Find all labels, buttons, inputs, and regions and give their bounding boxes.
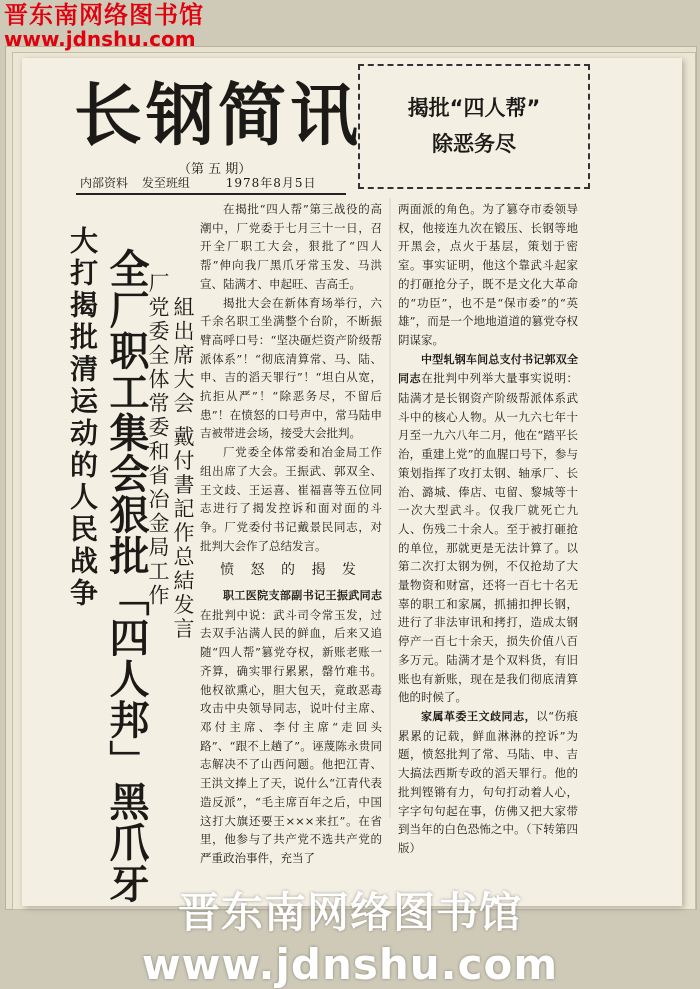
sub-headline-2: 組出席大会 戴付書記作总結发言 <box>171 296 195 642</box>
sub-headline-1: 厂党委全体常委和省冶金局工作 <box>146 272 170 608</box>
paragraph <box>398 707 578 858</box>
section-subhead: 愤 怒 的 揭 发 <box>220 562 362 579</box>
paragraph <box>398 350 578 707</box>
speaker-lead: 中型轧钢车间总支付书记郭双全同志 <box>398 352 578 386</box>
column-fold <box>389 198 391 818</box>
speaker-lead: 家属革委王文歧同志， <box>421 709 537 723</box>
distribution-label: 发至班组 <box>141 176 190 190</box>
continued-note: （下转第四版） <box>398 822 579 855</box>
paragraph-text: 在批判中列举大量事实说明：陆满才是长钢资产阶级帮派体系武斗中的核心人物。从一九六七年十月至一九六八年二月，他在“踏平长治，重建上党”的血腥口号下，参与策划指挥了攻打太钢、轴承厂、长治、潞城、俸店、屯留、黎城等十一次大型武斗。仅我厂就死亡九人、伤残二十余人。至于被打砸抢的单位，那就更是无法计算了。以第二次打太钢为例，不仅抢劫了大量物资和财富，还将一百七十名无辜的职工和家属，抓捕扣押长钢，进行了非法审讯和拷打，造成太钢停产一百七十余天，损失价值八百多万元。陆满才是个双料货，有旧账也有新账，现在是我们彻底清算他的时候了。 <box>398 371 579 705</box>
watermark-url: www.jdnshu.com <box>4 27 196 52</box>
internal-label: 内部资料 <box>80 176 129 190</box>
masthead-title: 长钢简讯 <box>74 77 363 156</box>
article-column-1 <box>200 200 382 868</box>
newspaper-page <box>22 58 682 906</box>
paragraph: 两面派的角色。为了篡夺市委领导权，他接连九次在锻压、长钢等地开黑会，点火于基层，策划于密室。事实证明，他这个靠武斗起家的打砸抢分子，既不是文化大革命的“功臣”，也不是“保市委”的“英雄”，而是一个地地道道的篡党夺权阴谋家。 <box>398 202 578 347</box>
masthead-rule <box>76 193 346 195</box>
issue-date: 1978年8月5日 <box>225 176 317 190</box>
paragraph <box>200 586 382 868</box>
paragraph-text: 以“伤痕累累的记载，鲜血淋淋的控诉”为题，愤怒批判了常、马陆、申、吉大搞法西斯专政的滔天罪行。他的批判铿锵有力，句句打动着人心，字字句句起在事，仿佛又把大家带到当年的白色恐怖之中。 <box>398 708 578 837</box>
slogan-box <box>358 64 590 189</box>
paragraph-text: 在批判中说：武斗司令常玉发，过去双手沾满人民的鲜血，后来又追随“四人帮”篡党夺权，新账老账一齐算，确实罪行累累，罄竹难书。他权欲熏心，胆大包天，竟敢恶毒攻击中央领导同志，说叶付主席、邓付主席、李付主席“走回头路”、“跟不上趟了”。诬蔑陈永贵同志解决不了山西问题。他把江青、王洪文捧上了天，说什么“江青代表造反派”，“毛主席百年之后，中国这打大旗还要王×××来扛”。在省里，他参与了共产党不选共产党的严重政治事件，充当了 <box>200 607 382 865</box>
paragraph: 在揭批“四人帮”第三战役的高潮中，厂党委于七月三十一日，召开全厂职工大会，狠批了“四人帮”伸向我厂黑爪牙常玉发、马洪宣、陆满才、申起旺、吉高壬。 <box>200 202 382 291</box>
paragraph: 揭批大会在新体育场举行，六千余名职工坐满整个台阶，不断振臂高呼口号：“坚决砸烂资产阶级帮派体系”！“彻底清算常、马、陆、申、吉的滔天罪行”！“坦白从宽，抗拒从严”！“除恶务尽，不留后患”！在愤怒的口号声中，常马陆申吉被带进会场，接受大会批判。 <box>200 295 382 441</box>
slogan-line-2: 除恶务尽 <box>432 131 516 156</box>
article-column-2 <box>398 200 578 858</box>
kicker-headline: 大打揭批清运动的人民战争 <box>66 226 99 610</box>
masthead-meta <box>80 174 327 191</box>
speaker-lead: 职工医院支部副书记王振武同志 <box>223 589 382 603</box>
slogan-line-1: 揭批“四人帮” <box>407 95 541 120</box>
main-headline: 全厂职工集会狠批「四人邦」黑爪牙 <box>103 248 149 904</box>
watermark-top <box>4 2 204 50</box>
watermark-site-name: 晋东南网络图书馆 <box>4 1 204 29</box>
paragraph: 厂党委全体常委和冶金局工作组出席了大会。王振武、郭双全、王文歧、王运喜、崔福喜等五位同志进行了揭发控诉和面对面的斗争。厂党委付书记戴景民同志，对批判大会作了总结发言。 <box>200 445 382 553</box>
watermark-bottom: 晋东南网络图书馆 www.jdnshu.com <box>141 888 559 989</box>
issue-number: （第 五 期） <box>178 162 252 177</box>
